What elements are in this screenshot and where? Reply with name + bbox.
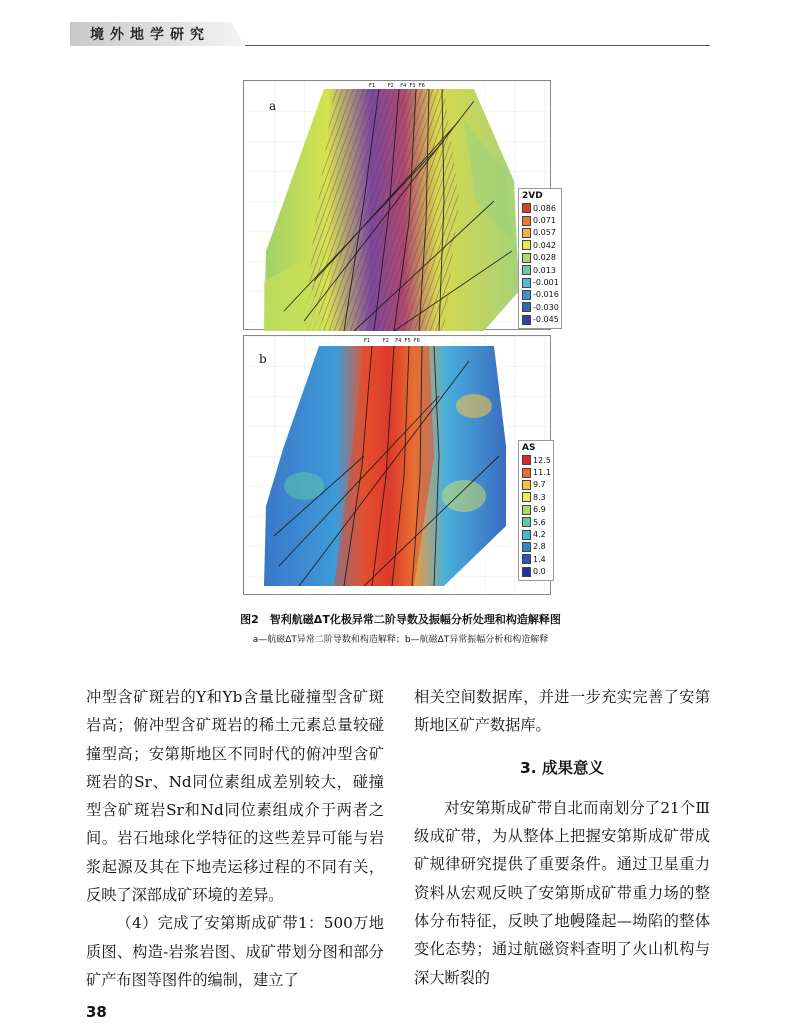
fault-label: F2 bbox=[382, 338, 389, 344]
legend-value: 2.8 bbox=[533, 542, 546, 552]
fault-label: F4 bbox=[400, 83, 407, 89]
legend-entry bbox=[522, 504, 551, 516]
legend-title: AS bbox=[522, 443, 536, 453]
header-rule bbox=[245, 45, 710, 46]
magnetic-2vd-map bbox=[244, 81, 552, 331]
legend-entry bbox=[522, 466, 551, 478]
legend-swatch bbox=[522, 216, 531, 226]
fault-label: F3 bbox=[409, 83, 416, 89]
legend-value: 8.3 bbox=[533, 492, 546, 502]
legend-entry bbox=[522, 491, 551, 503]
legend-value: 0.086 bbox=[533, 203, 556, 213]
legend-swatch bbox=[522, 517, 531, 527]
panel-a-label: a bbox=[269, 99, 277, 113]
legend-value: 4.2 bbox=[533, 530, 546, 540]
legend-entry bbox=[522, 479, 551, 491]
legend-entry bbox=[522, 553, 551, 565]
legend-swatch bbox=[522, 567, 531, 577]
legend-entry bbox=[522, 454, 551, 466]
legend-value: 5.6 bbox=[533, 517, 546, 527]
paragraph: 冲型含矿斑岩的Y和Yb含量比碰撞型含矿斑岩高；俯冲型含矿斑岩的稀土元素总量较碰撞型高；安第斯地区不同时代的俯冲型含矿斑岩的Sr、Nd同位素组成差别较大，碰撞型含矿斑岩Sr和Nd同位素组成介于两者之间。岩石地球化学特征的这些差异可能与岩浆起源及其在下地壳运移过程的不同有关，反映了深部成矿环境的差异。 bbox=[86, 688, 384, 905]
figure-caption-subtitle: a—航磁ΔT异常二阶导数和构造解释；b—航磁ΔT异常振幅分析和构造解释 bbox=[252, 635, 549, 645]
fault-label: F6 bbox=[418, 83, 425, 89]
legend-swatch bbox=[522, 302, 531, 312]
figure-caption-title: 图2 智利航磁ΔT化极异常二阶导数及振幅分析处理和构造解释图 bbox=[240, 613, 561, 626]
right-column bbox=[414, 683, 710, 992]
legend-swatch bbox=[522, 480, 531, 490]
fault-label: F1 bbox=[364, 338, 371, 344]
legend-value: 0.013 bbox=[533, 265, 556, 275]
legend-swatch bbox=[522, 505, 531, 515]
fault-label: F1 bbox=[369, 83, 376, 89]
legend-entry bbox=[522, 301, 559, 313]
legend-swatch bbox=[522, 315, 531, 325]
legend-entry bbox=[522, 528, 551, 540]
legend-value: 11.1 bbox=[533, 468, 551, 478]
panel-b-fault-labels bbox=[364, 338, 420, 344]
legend-title: 2VD bbox=[522, 191, 543, 201]
section-title: 3. 成果意义 bbox=[519, 758, 605, 777]
legend-value: 1.4 bbox=[533, 554, 546, 564]
legend-swatch bbox=[522, 492, 531, 502]
legend-value: 0.0 bbox=[533, 567, 546, 577]
legend-value: 0.028 bbox=[533, 253, 556, 263]
legend-entry bbox=[522, 289, 559, 301]
legend-value: -0.016 bbox=[533, 290, 559, 300]
legend-entry bbox=[522, 202, 559, 214]
legend-swatch bbox=[522, 228, 531, 238]
legend-value: -0.001 bbox=[533, 278, 559, 288]
paragraph: 对安第斯成矿带自北而南划分了21个Ⅲ级成矿带，为从整体上把握安第斯成矿带成矿规律研究提供了重要条件。通过卫星重力资料从宏观反映了安第斯成矿带重力场的整体分布特征，反映了地幔隆起—坳陷的整体变化态势；通过航磁资料查明了火山机构与深大断裂的 bbox=[414, 798, 710, 987]
legend-value: 0.042 bbox=[533, 240, 556, 250]
paragraph: （4）完成了安第斯成矿带1：500万地质图、构造-岩浆岩图、成矿带划分图和部分矿产布图等图件的编制，建立了 bbox=[86, 914, 384, 989]
legend-value: 0.071 bbox=[533, 216, 556, 226]
left-column bbox=[86, 683, 384, 994]
legend-swatch bbox=[522, 542, 531, 552]
legend-swatch bbox=[522, 203, 531, 213]
legend-swatch bbox=[522, 278, 531, 288]
legend-swatch bbox=[522, 455, 531, 465]
journal-title: 境外地学研究 bbox=[90, 27, 210, 43]
legend-2vd bbox=[518, 188, 562, 329]
legend-entry bbox=[522, 214, 559, 226]
legend-swatch bbox=[522, 530, 531, 540]
figure-panel-a bbox=[243, 80, 559, 330]
fault-label: F5 bbox=[404, 338, 411, 344]
fault-label: F4 bbox=[395, 338, 402, 344]
legend-swatch bbox=[522, 265, 531, 275]
panel-b-label: b bbox=[259, 352, 267, 366]
legend-value: -0.045 bbox=[533, 315, 559, 325]
legend-entry bbox=[522, 276, 559, 288]
legend-entry bbox=[522, 516, 551, 528]
legend-entry bbox=[522, 314, 559, 326]
fault-label: F2 bbox=[387, 83, 394, 89]
legend-swatch bbox=[522, 554, 531, 564]
legend-value: -0.030 bbox=[533, 302, 559, 312]
legend-swatch bbox=[522, 253, 531, 263]
magnetic-amplitude-map bbox=[244, 336, 552, 596]
legend-swatch bbox=[522, 290, 531, 300]
legend-swatch bbox=[522, 240, 531, 250]
legend-entry bbox=[522, 566, 551, 578]
legend-value: 0.057 bbox=[533, 228, 556, 238]
legend-entry bbox=[522, 252, 559, 264]
legend-value: 6.9 bbox=[533, 505, 546, 515]
legend-as bbox=[518, 440, 554, 581]
page-number: 38 bbox=[86, 1003, 107, 1021]
legend-entry bbox=[522, 541, 551, 553]
legend-entry bbox=[522, 239, 559, 251]
legend-value: 12.5 bbox=[533, 455, 551, 465]
legend-entry bbox=[522, 264, 559, 276]
panel-a-fault-labels bbox=[369, 83, 425, 89]
legend-value: 9.7 bbox=[533, 480, 546, 490]
figure-panel-b bbox=[243, 335, 551, 595]
legend-swatch bbox=[522, 468, 531, 478]
fault-label: F6 bbox=[413, 338, 420, 344]
paragraph: 相关空间数据库，并进一步充实完善了安第斯地区矿产数据库。 bbox=[414, 688, 710, 735]
legend-entry bbox=[522, 227, 559, 239]
